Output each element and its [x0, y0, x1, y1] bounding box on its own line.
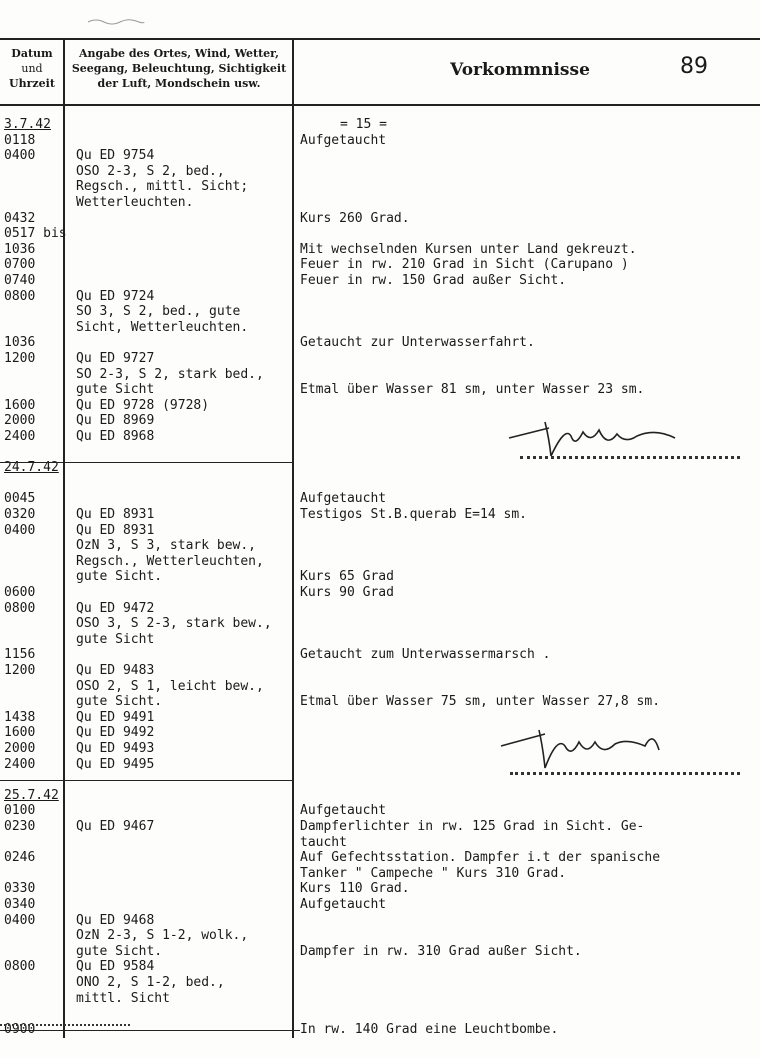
log-position: ONO 2, S 1-2, bed.,: [76, 975, 225, 990]
log-event: Auf Gefechtsstation. Dampfer i.t der spanische: [300, 850, 661, 866]
log-date: 25.7.42: [4, 787, 59, 803]
log-time: 0320: [4, 507, 36, 522]
signature-1: [505, 408, 715, 460]
log-event: Kurs 90 Grad: [300, 585, 394, 600]
log-position: Qu ED 9754: [76, 148, 155, 164]
log-date: 24.7.42: [4, 460, 59, 476]
log-time: 1600: [4, 725, 36, 741]
log-position: Wetterleuchten.: [76, 195, 194, 210]
signature-dotline-2: [510, 772, 740, 775]
log-position: Qu ED 9728 (9728): [76, 397, 210, 413]
log-position: gute Sicht: [76, 382, 155, 398]
log-time: 0230: [4, 819, 36, 834]
header-datum-line1: Datum: [11, 47, 53, 60]
date-rule-24-7: [0, 462, 292, 463]
log-time: 1438: [4, 709, 36, 725]
log-time: 2000: [4, 413, 36, 429]
log-event: taucht: [300, 834, 347, 850]
log-position: Qu ED 9483: [76, 663, 155, 678]
log-position: Qu ED 9491: [76, 709, 155, 725]
column-divider-2: [292, 38, 294, 1038]
log-position: Regsch., Wetterleuchten,: [76, 553, 264, 569]
log-event: Aufgetaucht: [300, 132, 387, 148]
header-location: [66, 46, 292, 91]
log-position: Regsch., mittl. Sicht;: [76, 179, 249, 195]
log-time: 2400: [4, 429, 36, 444]
log-time: 1200: [4, 351, 36, 366]
log-time: 0517 bis: [4, 226, 67, 242]
log-event: Getaucht zur Unterwasserfahrt.: [300, 335, 535, 351]
header-location-line2: Seegang, Beleuchtung, Sichtigkeit: [71, 62, 287, 75]
date-rule-25-7: [0, 780, 292, 781]
page-bottom-rule: [0, 1030, 300, 1031]
header-datum-line2: und: [21, 62, 43, 75]
log-time: 1036: [4, 335, 36, 351]
log-time: 0800: [4, 288, 36, 304]
header-bottom-rule: [0, 104, 760, 106]
header-datum-line3: Uhrzeit: [9, 77, 55, 90]
page-number: 89: [680, 54, 708, 79]
log-event: Feuer in rw. 150 Grad außer Sicht.: [300, 273, 567, 288]
log-position: Qu ED 9468: [76, 912, 155, 928]
log-event: = 15 =: [340, 117, 387, 132]
log-position: OzN 3, S 3, stark bew.,: [76, 538, 257, 554]
log-time: 2000: [4, 741, 36, 756]
top-scribble: [86, 16, 146, 26]
log-position: SO 3, S 2, bed., gute: [76, 304, 241, 320]
log-position: gute Sicht.: [76, 569, 163, 585]
log-time: 0800: [4, 600, 36, 616]
log-date: 3.7.42: [4, 117, 51, 132]
log-event: Aufgetaucht: [300, 897, 387, 912]
log-position: Qu ED 8931: [76, 507, 155, 522]
log-position: Qu ED 9584: [76, 959, 155, 975]
log-event: Etmal über Wasser 81 sm, unter Wasser 23 sm.: [300, 382, 645, 398]
log-position: Qu ED 9492: [76, 725, 155, 741]
log-position: gute Sicht.: [76, 694, 163, 710]
header-location-line1: Angabe des Ortes, Wind, Wetter,: [78, 47, 280, 60]
log-position: SO 2-3, S 2, stark bed.,: [76, 366, 264, 382]
log-time: 0400: [4, 912, 36, 928]
log-time: 0900: [4, 1021, 36, 1037]
log-event: In rw. 140 Grad eine Leuchtbombe.: [300, 1021, 559, 1037]
log-time: 1156: [4, 647, 36, 663]
log-time: 0330: [4, 881, 36, 897]
log-event: Kurs 110 Grad.: [300, 881, 410, 897]
log-time: 0400: [4, 148, 36, 164]
log-position: Qu ED 8931: [76, 522, 155, 538]
log-position: Qu ED 9472: [76, 600, 155, 616]
signature-2: [495, 716, 695, 772]
log-position: Qu ED 9727: [76, 351, 155, 366]
log-position: Qu ED 8969: [76, 413, 155, 429]
header-datum: [2, 46, 62, 91]
log-time: 0045: [4, 491, 36, 507]
log-time: 0340: [4, 897, 36, 912]
log-time: 0740: [4, 273, 36, 288]
log-position: Qu ED 9724: [76, 288, 155, 304]
header-events: Vorkommnisse: [450, 60, 590, 80]
header-top-rule: [0, 38, 760, 40]
log-time: 0700: [4, 257, 36, 273]
log-time: 0400: [4, 522, 36, 538]
log-position: mittl. Sicht: [76, 990, 170, 1006]
log-event: Tanker " Campeche " Kurs 310 Grad.: [300, 865, 567, 881]
log-time: 0246: [4, 850, 36, 866]
log-event: Testigos St.B.querab E=14 sm.: [300, 507, 527, 522]
log-event: Kurs 65 Grad: [300, 569, 394, 585]
bottom-dotline: [0, 1024, 130, 1026]
log-event: Mit wechselnden Kursen unter Land gekreuzt.: [300, 241, 637, 257]
log-event: Feuer in rw. 210 Grad in Sicht (Carupano ): [300, 257, 629, 273]
log-position: OSO 2-3, S 2, bed.,: [76, 163, 225, 179]
log-time: 2400: [4, 756, 36, 772]
log-event: Etmal über Wasser 75 sm, unter Wasser 27,8 sm.: [300, 694, 661, 710]
log-position: OSO 2, S 1, leicht bew.,: [76, 678, 264, 694]
log-time: 1200: [4, 663, 36, 678]
log-position: Qu ED 8968: [76, 429, 155, 444]
log-time: 1036: [4, 241, 36, 257]
log-event: Getaucht zum Unterwassermarsch .: [300, 647, 551, 663]
log-position: OSO 3, S 2-3, stark bew.,: [76, 616, 272, 632]
log-position: OzN 2-3, S 1-2, wolk.,: [76, 928, 249, 944]
log-position: gute Sicht.: [76, 943, 163, 959]
log-time: 0118: [4, 132, 36, 148]
log-position: Qu ED 9467: [76, 819, 155, 834]
header-location-line3: der Luft, Mondschein usw.: [97, 77, 261, 90]
column-divider-1: [63, 38, 65, 1038]
log-time: 1600: [4, 397, 36, 413]
log-time: 0600: [4, 585, 36, 600]
log-event: Dampfer in rw. 310 Grad außer Sicht.: [300, 943, 582, 959]
log-position: gute Sicht: [76, 631, 155, 647]
log-time: 0800: [4, 959, 36, 975]
log-event: Kurs 260 Grad.: [300, 210, 410, 226]
log-position: Sicht, Wetterleuchten.: [76, 319, 249, 335]
log-time: 0432: [4, 210, 36, 226]
log-event: Dampferlichter in rw. 125 Grad in Sicht. Ge-: [300, 819, 645, 834]
log-position: Qu ED 9495: [76, 756, 155, 772]
log-event: Aufgetaucht: [300, 803, 387, 819]
log-time: 0100: [4, 803, 36, 819]
log-event: Aufgetaucht: [300, 491, 387, 507]
log-position: Qu ED 9493: [76, 741, 155, 756]
